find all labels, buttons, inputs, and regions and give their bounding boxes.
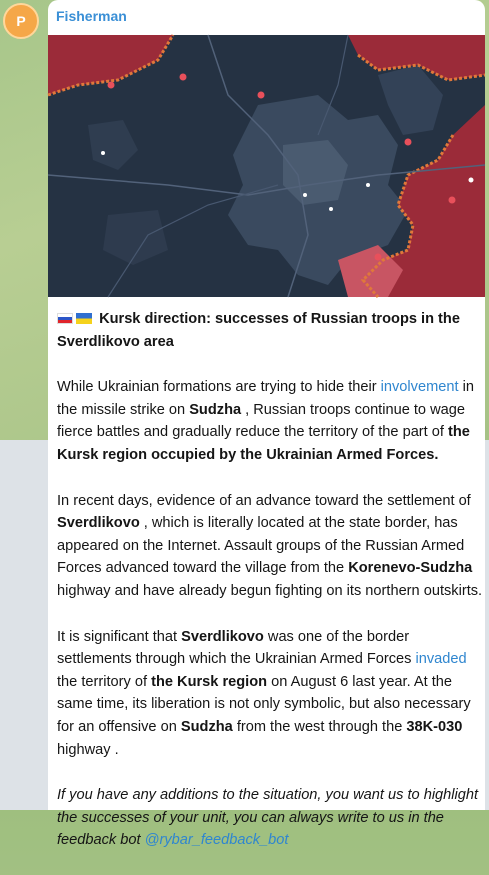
involvement-link[interactable]: involvement xyxy=(380,379,459,396)
p1-text-b: in the missile strike on xyxy=(57,379,474,418)
paragraph-2 xyxy=(57,490,485,603)
paragraph-1 xyxy=(57,376,485,466)
p2-bold-sverdlikovo: Sverdlikovo xyxy=(57,515,140,532)
invaded-link[interactable]: invaded xyxy=(415,651,467,668)
p3-bold-sudzha: Sudzha xyxy=(180,718,233,735)
p1-bold-kursk: the Kursk region occupied by the Ukrainian Armed Forces. xyxy=(57,424,470,463)
p2-text-a: In recent days, evidence of an advance toward the settlement of xyxy=(57,492,471,509)
p3-text-e: from the west through the xyxy=(232,718,407,735)
post-title: Kursk direction: successes of Russian troops in the Sverdlikovo area xyxy=(57,311,460,350)
channel-avatar[interactable] xyxy=(3,3,39,39)
p2-text-b: , which is literally located at the state border, has appeared on the Internet. Assault groups of the Russian Armed Forces advanced toward the village from the xyxy=(57,515,465,577)
map-image[interactable] xyxy=(48,35,485,297)
p1-bold-sudzha: Sudzha xyxy=(189,401,242,418)
p2-text-c: highway and have already begun fighting on its northern outskirts. xyxy=(57,582,483,599)
avatar-letter: P xyxy=(16,13,26,29)
p3-text-f: highway . xyxy=(57,741,119,758)
ukraine-flag-icon xyxy=(76,313,92,324)
p3-bold-sverdlikovo: Sverdlikovo xyxy=(181,628,264,645)
sender-name[interactable]: Fisherman xyxy=(56,8,127,24)
p3-text-d: on August 6 last year. At the same time, its liberation is not only symbolic, but also necessary for an offensive on xyxy=(57,673,471,735)
message-bubble xyxy=(48,0,485,849)
p3-bold-kursk: the Kursk region xyxy=(151,673,268,690)
p1-text-c: , Russian troops continue to wage fierce battles and gradually reduce the territory of the part of xyxy=(57,401,465,441)
p2-bold-highway: Korenevo-Sudzha xyxy=(348,560,473,577)
post-title-paragraph xyxy=(57,308,485,353)
p3-text-b: was one of the border settlements through which the Ukrainian Armed Forces xyxy=(57,628,416,668)
russia-flag-icon xyxy=(57,313,73,324)
p3-text-c: the territory of xyxy=(57,673,152,690)
feedback-bot-link[interactable]: @rybar_feedback_bot xyxy=(144,832,289,849)
p3-text-a: It is significant that xyxy=(57,628,182,645)
paragraph-3 xyxy=(57,626,485,762)
p1-text-a: While Ukrainian formations are trying to hide their xyxy=(57,379,381,396)
paragraph-4 xyxy=(57,784,485,852)
post-text xyxy=(57,308,485,875)
p4-text-a: If you have any additions to the situation, you want us to highlight the successes of your unit, you can always write to us in the feedback bot xyxy=(57,787,479,849)
p3-bold-road: 38K-030 xyxy=(406,718,463,735)
